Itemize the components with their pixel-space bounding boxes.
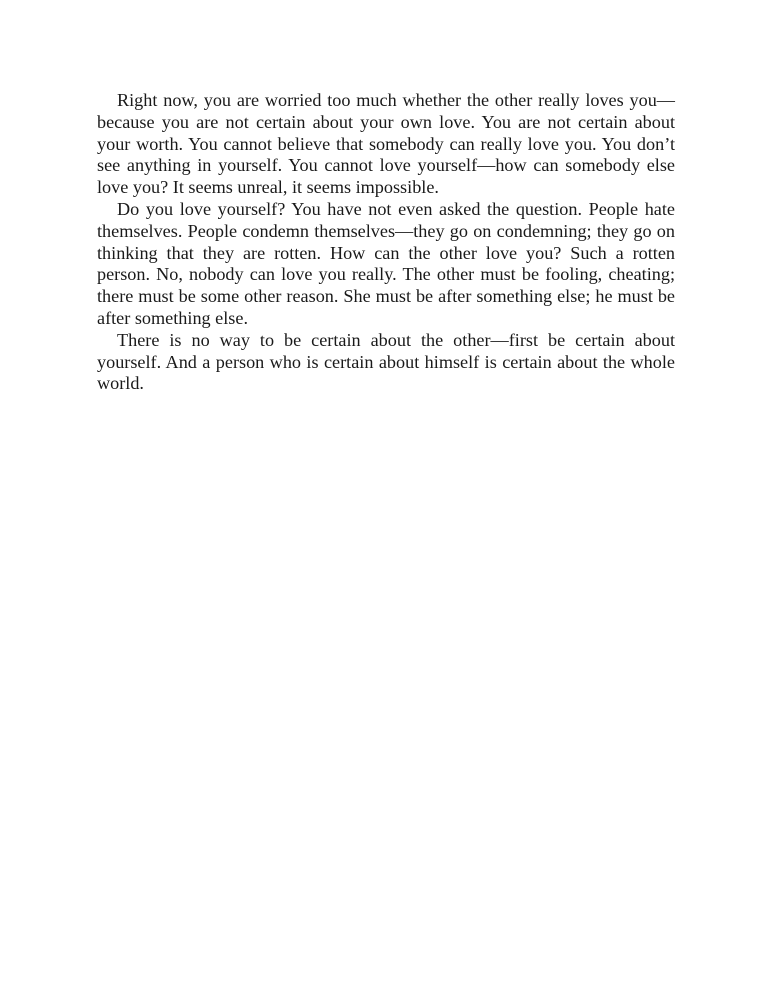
paragraph-1: Right now, you are worried too much whether the other really loves you—because you are not certain about your own love. You are not certain about your worth. You cannot believe that somebody can really love you. You don’t see anything in yourself. You cannot love yourself—how can somebody else love you? It seems unreal, it seems impossible.: [97, 90, 675, 198]
body-text: [97, 90, 675, 395]
paragraph-3: There is no way to be certain about the other—first be certain about yourself. And a person who is certain about himself is certain about the whole world.: [97, 329, 675, 394]
paragraph-2: Do you love yourself? You have not even asked the question. People hate themselves. People condemn themselves—they go on condemning; they go on thinking that they are rotten. How can the other love you? Such a rotten person. No, nobody can love you really. The other must be fooling, cheating; there must be some other reason. She must be after something else; he must be after something else.: [97, 198, 675, 328]
